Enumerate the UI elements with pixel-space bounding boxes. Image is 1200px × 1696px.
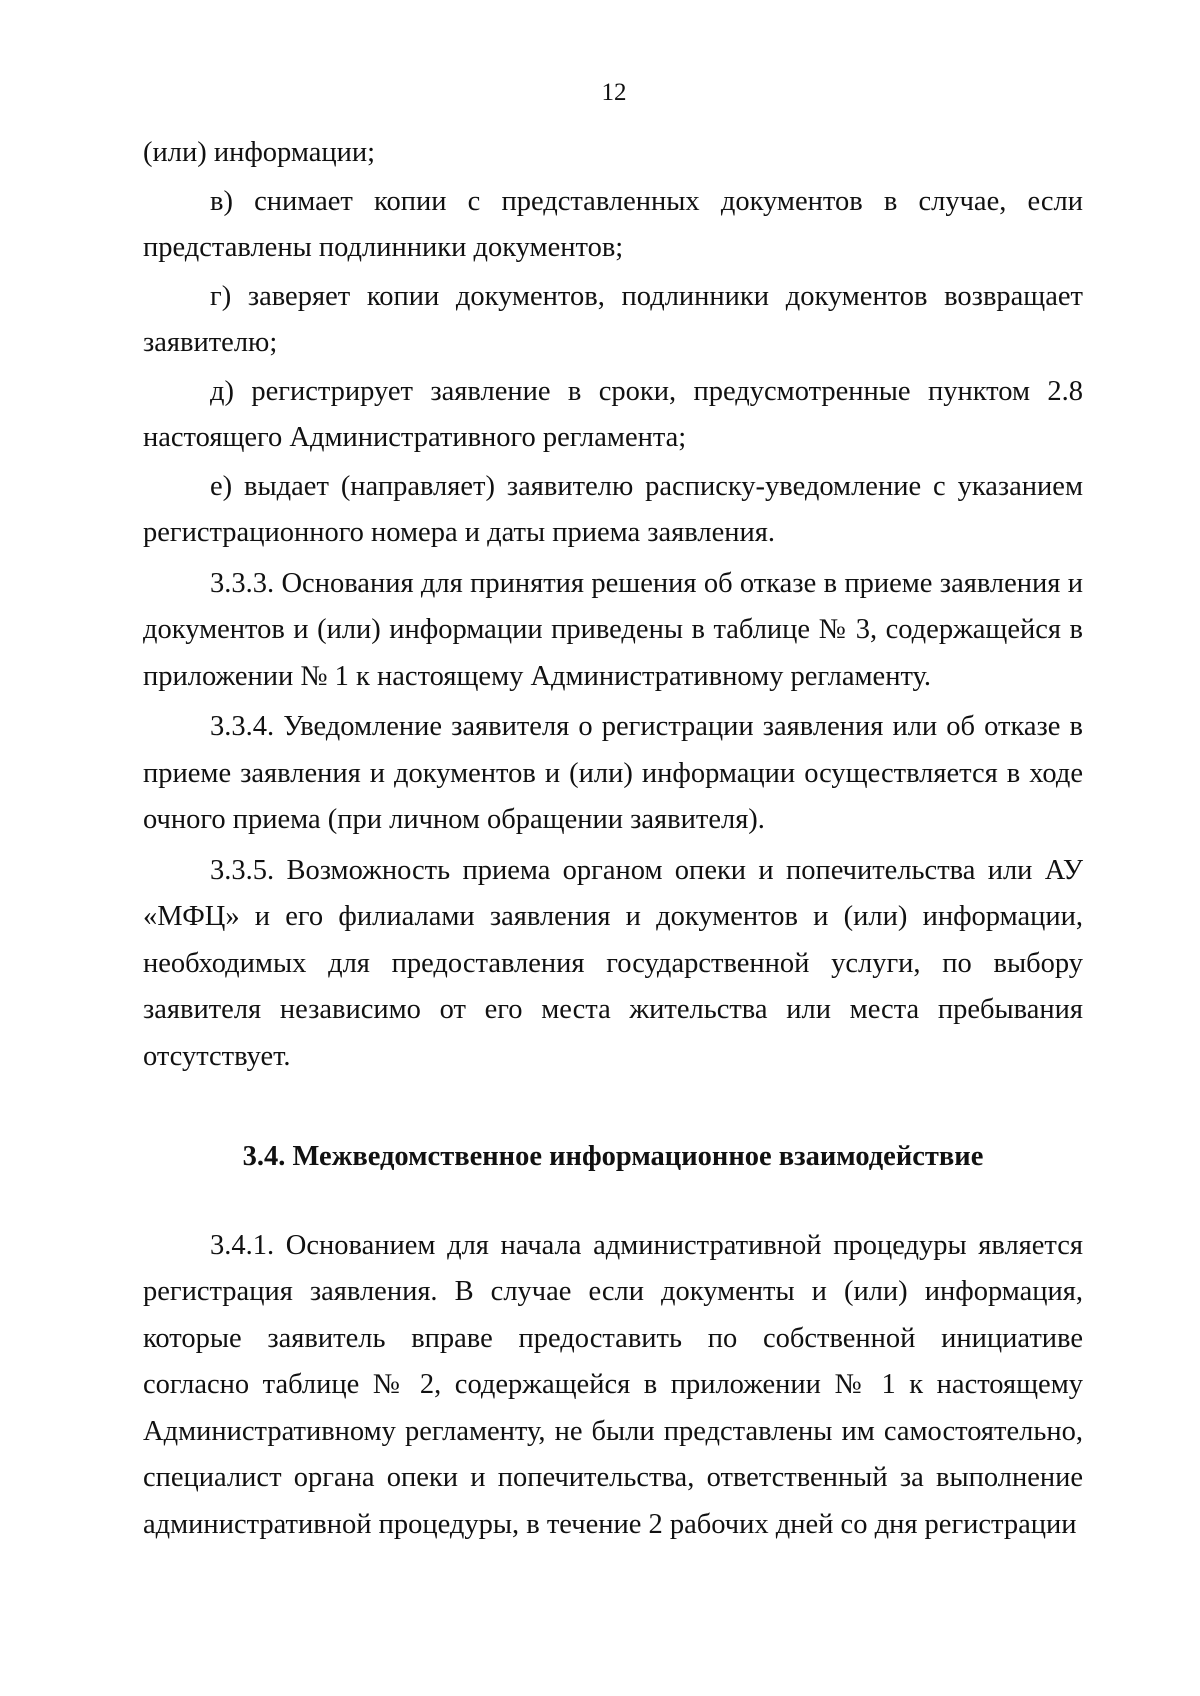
document-body xyxy=(143,130,1083,1548)
paragraph-3-3-5: 3.3.5. Возможность приема органом опеки и попечительства или АУ «МФЦ» и его филиалами заявления и документов и (или) информации, необходимых для предоставления государственной услуги, по выбору заявителя независимо от его места жительства или места пребывания отсутствует. xyxy=(143,854,1083,1072)
paragraph-3-3-3: 3.3.3. Основания для принятия решения об отказе в приеме заявления и документов и (или) информации приведены в таблице № 3, содержащейся в приложении № 1 к настоящему Административному регламенту. xyxy=(143,567,1083,692)
paragraph-item-d: д) регистрирует заявление в сроки, предусмотренные пунктом 2.8 настоящего Административного регламента; xyxy=(143,375,1083,453)
paragraph-item-v: в) снимает копии с представленных документов в случае, если представлены подлинники документов; xyxy=(143,185,1083,263)
paragraph-continuation: (или) информации; xyxy=(143,137,376,168)
paragraph-item-e: е) выдает (направляет) заявителю расписку-уведомление с указанием регистрационного номера и даты приема заявления. xyxy=(143,470,1083,548)
section-heading: 3.4. Межведомственное информационное взаимодействие xyxy=(242,1141,984,1172)
page-number: 12 xyxy=(601,79,627,106)
paragraph-3-3-4: 3.3.4. Уведомление заявителя о регистрации заявления или об отказе в приеме заявления и документов и (или) информации осуществляется в ходе очного приема (при личном обращении заявителя). xyxy=(143,711,1083,835)
paragraph-item-g: г) заверяет копии документов, подлинники документов возвращает заявителю; xyxy=(143,280,1083,358)
paragraph-3-4-1: 3.4.1. Основанием для начала административной процедуры является регистрация заявления. В случае если документы и (или) информация, которые заявитель вправе предоставить по собственной инициативе согласно таблице № 2, содержащейся в приложении № 1 к настоящему Административному регламенту, не были представлены им самостоятельно, специалист органа опеки и попечительства, ответственный за выполнение административной процедуры, в течение 2 рабочих дней со дня регистрации xyxy=(143,1229,1083,1540)
